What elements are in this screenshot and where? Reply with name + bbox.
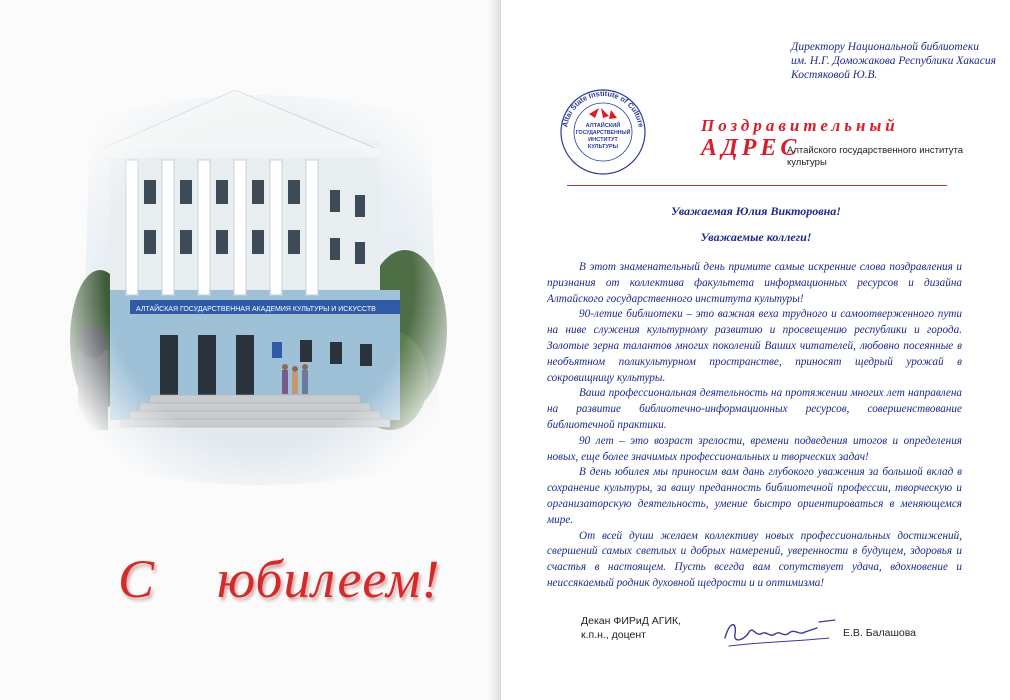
signer-title-line: Декан ФИРиД АГИК, xyxy=(581,615,682,627)
addressee-block xyxy=(791,40,1001,82)
jubilee-letter: С xyxy=(118,549,156,609)
greeting-personal: Уважаемая Юлия Викторовна! xyxy=(671,204,841,218)
addressee-line: им. Н.Г. Доможакова Республики Хакасия xyxy=(791,55,997,67)
body-paragraph: В этот знаменательный день примите самые искренние слова поздравления и признания от коллектива факультета информационных ресурсов и дизайна Алтайского государственного института культуры! xyxy=(547,261,962,305)
body-paragraph: 90-летие библиотеки – это важная веха трудного и самоотверженного пути на ниве служения культурному развитию и просвещению республики и города. Золотые зерна талантов многих поколений Ваших читателей, любовно посеянные в необъятном поликультурном пространстве, приносят щедрый урожай в сокровищницу культуры. xyxy=(547,308,962,384)
greeting-colleagues: Уважаемые коллеги! xyxy=(700,230,812,244)
addressee-line: Директору Национальной библиотеки xyxy=(791,41,979,53)
right-page xyxy=(500,0,1010,700)
body-paragraph: От всей души желаем коллективу новых профессиональных достижений, свершений самых светлых и добрых намерений, уверенности в будущем, здоровья и счастья в настоящем. Пусть всегда вам сопутствует удача, вдохновение и неиссякаемый родник духовной щедрости и и оптимизма! xyxy=(547,529,962,589)
left-page xyxy=(0,0,500,700)
logo-line: АЛТАЙСКИЙ xyxy=(585,123,621,129)
addressee-line: Костяковой Ю.В. xyxy=(791,69,878,81)
body-paragraph: Ваша профессиональная деятельность на протяжении многих лет направлена на развитие библиотечно-информационных ресурсов, совершенствование библиотечной практики. xyxy=(547,387,962,431)
title-subtitle: Алтайского государственного института культуры xyxy=(787,145,964,168)
logo-line: КУЛЬТУРЫ xyxy=(587,144,619,150)
signer-title-line: к.п.н., доцент xyxy=(581,629,646,641)
title-line-1: Поздравительный xyxy=(701,116,899,135)
jubilee-heading xyxy=(118,548,440,610)
handwritten-signature xyxy=(719,608,839,656)
body-paragraph: В день юбилея мы приносим вам дань глубокого уважения за большой вклад в сохранение культуры, за вашу преданность библиотечной профессии, творческую и организаторскую деятельность, умение быстро ориентироваться в меняющемся мире. xyxy=(547,466,962,526)
logo-ring-text: Altai State Institute of Culture xyxy=(560,88,646,129)
logo-line: ГОСУДАРСТВЕННЫЙ xyxy=(575,130,631,136)
title-divider xyxy=(567,185,947,186)
letter-body xyxy=(547,260,962,592)
logo-line: ИНСТИТУТ xyxy=(588,137,618,143)
institute-logo xyxy=(559,88,647,176)
institute-building-photo xyxy=(60,80,460,500)
jubilee-word: юбилеем! xyxy=(217,549,441,609)
signer-name: Е.В. Балашова xyxy=(843,627,917,639)
signer-title xyxy=(581,614,681,642)
title-line-2: АДРЕС xyxy=(701,135,801,161)
body-paragraph: 90 лет – это возраст зрелости, времени подведения итогов и определения новых, еще более значимых профессиональных и творческих задач! xyxy=(547,434,962,463)
